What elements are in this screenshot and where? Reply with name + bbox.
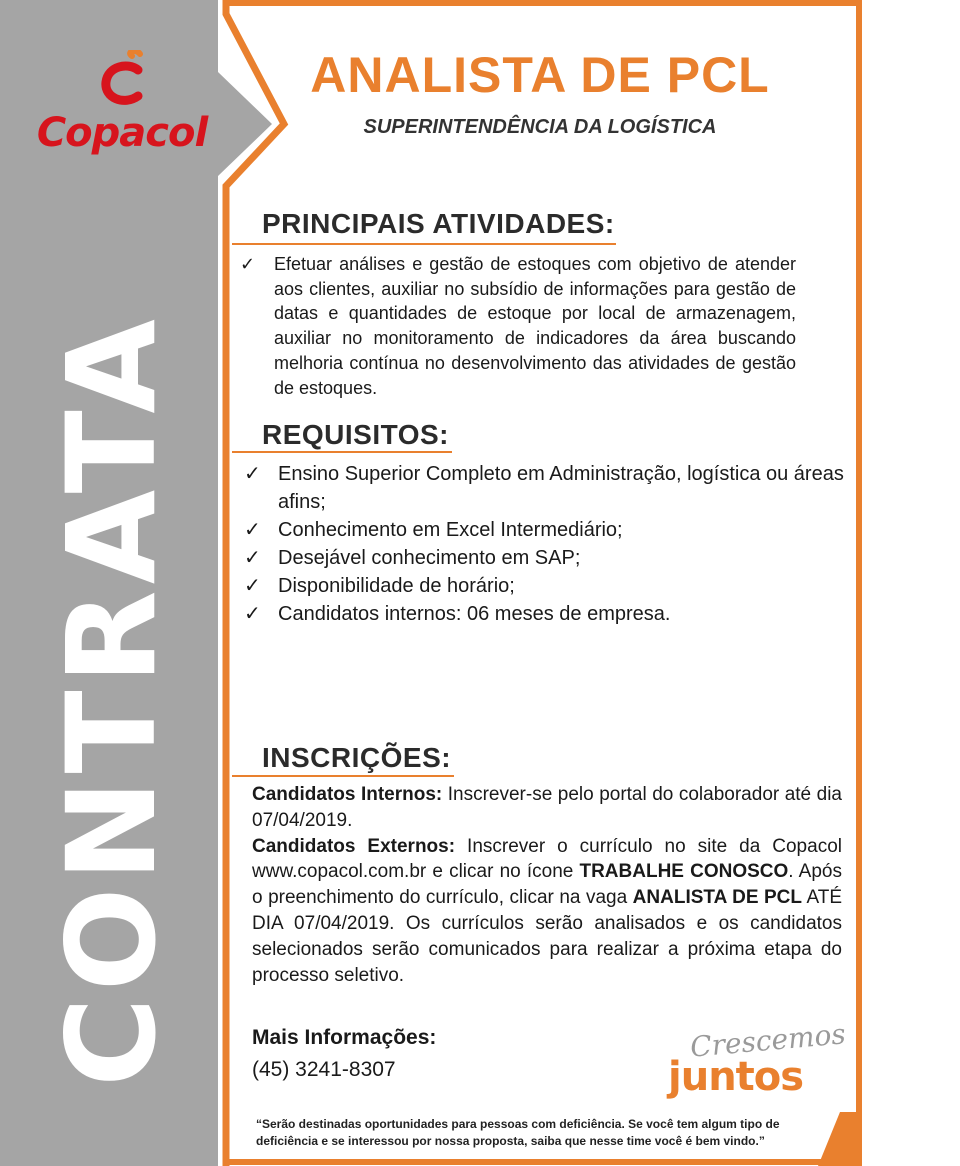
requirement-text: Ensino Superior Completo em Administração, logística ou áreas afins; xyxy=(278,463,844,513)
copacol-logo-mark xyxy=(88,50,158,108)
inclusion-footnote: “Serão destinadas oportunidades para pessoas com deficiência. Se você tem algum tipo de deficiência e se interessou por nossa proposta, saiba que nesse time você é bem vindo.” xyxy=(256,1117,780,1148)
activities-heading: PRINCIPAIS ATIVIDADES: xyxy=(262,208,615,239)
external-bold-2: ANALISTA DE PCL xyxy=(632,887,802,909)
more-info-phone: (45) 3241-8307 xyxy=(252,1058,396,1081)
job-subtitle: SUPERINTENDÊNCIA DA LOGÍSTICA xyxy=(363,116,717,138)
activities-list xyxy=(240,252,796,400)
external-bold-1: TRABALHE CONOSCO xyxy=(579,861,789,883)
slogan-bold: juntos xyxy=(668,1054,804,1100)
registration-text xyxy=(252,782,842,988)
check-icon: ✓ xyxy=(240,254,256,274)
list-item xyxy=(240,252,796,400)
list-item xyxy=(244,544,844,572)
check-icon: ✓ xyxy=(244,547,261,569)
activities-heading-rule xyxy=(232,243,616,245)
requirement-text: Desejável conhecimento em SAP; xyxy=(278,547,581,569)
internal-label: Candidatos Internos: xyxy=(252,784,443,805)
requirement-text: Disponibilidade de horário; xyxy=(278,575,515,597)
copacol-logo-wordmark: Copacol xyxy=(36,110,208,156)
check-icon: ✓ xyxy=(244,603,261,625)
registration-heading: INSCRIÇÕES: xyxy=(262,742,452,773)
internal-text: Inscrever-se pelo portal do colaborador até dia 07/04/2019. xyxy=(252,784,842,831)
list-item xyxy=(244,572,844,600)
external-label: Candidatos Externos: xyxy=(252,835,456,857)
copacol-logo xyxy=(22,50,222,170)
check-icon: ✓ xyxy=(244,463,261,485)
corner-accent xyxy=(818,1112,862,1166)
external-text-2: . Após o preenchimento do currículo, clicar na vaga xyxy=(252,861,842,909)
slogan-script: Crescemos xyxy=(688,1017,847,1064)
list-item xyxy=(244,516,844,544)
activity-text: Efetuar análises e gestão de estoques com objetivo de atender aos clientes, auxiliar no subsídio de informações para gestão de datas e quantidades de estoque por local de armazenagem, auxiliar no monitoramento de indicadores da área buscando melhoria contínua no desenvolvimento das atividades de gestão de estoques. xyxy=(274,254,796,398)
external-text-1: Inscrever o currículo no site da Copacol www.copacol.com.br e clicar no ícone xyxy=(252,835,842,883)
requirement-text: Conhecimento em Excel Intermediário; xyxy=(278,519,623,541)
list-item xyxy=(244,460,844,516)
external-text-3: ATÉ DIA 07/04/2019. Os currículos serão analisados e os candidatos selecionados serão comunicados para realizar a próxima etapa do processo seletivo. xyxy=(252,887,842,986)
registration-heading-rule xyxy=(232,775,454,777)
check-icon: ✓ xyxy=(244,519,261,541)
list-item xyxy=(244,600,844,628)
requirements-heading-rule xyxy=(232,451,452,453)
requirements-heading: REQUISITOS: xyxy=(262,419,450,450)
check-icon: ✓ xyxy=(244,575,261,597)
contrata-vertical-word: CONTRATA xyxy=(41,313,183,1087)
job-title: ANALISTA DE PCL xyxy=(310,47,770,103)
more-info-label: Mais Informações: xyxy=(252,1026,437,1049)
slogan-logo xyxy=(668,1017,847,1110)
requirements-list xyxy=(244,460,844,628)
requirement-text: Candidatos internos: 06 meses de empresa. xyxy=(278,603,671,625)
